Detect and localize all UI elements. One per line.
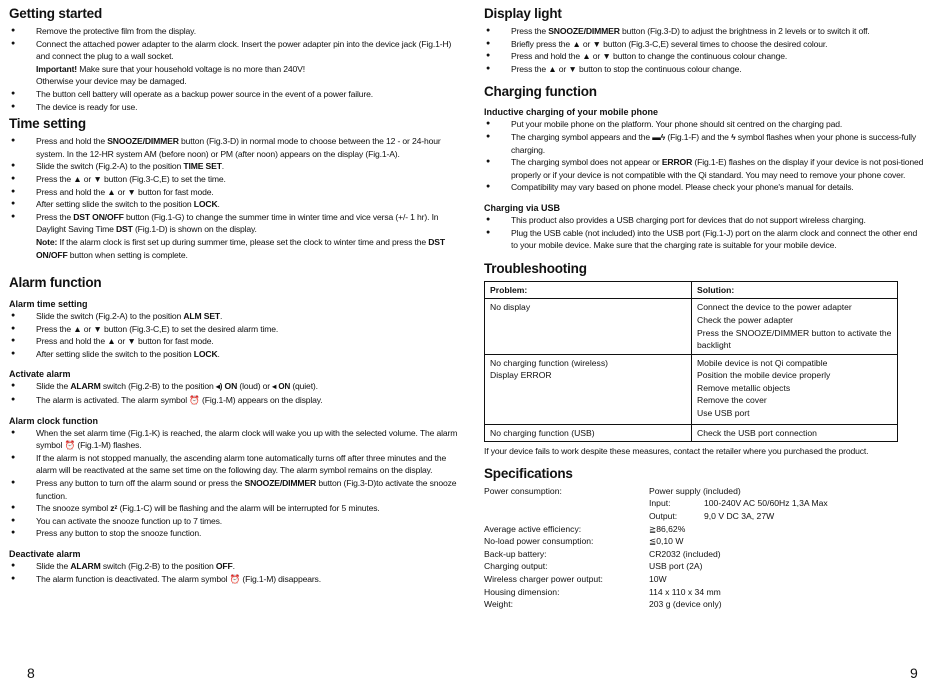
down-arrow-icon: ▼ — [602, 51, 611, 62]
spec-label: No-load power consumption: — [484, 536, 594, 547]
alarm-clock-icon: ⏰ — [189, 395, 200, 406]
section-title-display-light: Display light — [484, 6, 562, 21]
section-title-getting-started: Getting started — [9, 6, 103, 21]
list-item: ● This product also provides a USB charging port for devices that do not support wireless charging. — [484, 214, 924, 227]
spec-value: 100-240V AC 50/60Hz 1,3A Max — [704, 498, 828, 509]
note-label: Note: — [36, 236, 58, 247]
table-cell: No charging function (wireless) Display ERROR — [485, 354, 692, 424]
spec-label: Power consumption: — [484, 485, 562, 496]
spec-label: Housing dimension: — [484, 586, 560, 597]
spec-label: Wireless charger power output: — [484, 574, 603, 585]
quiet-icon: ◂ — [272, 382, 277, 392]
list-item: ● When the set alarm time (Fig.1-K) is reached, the alarm clock will wake you up with the selected volume. The alarm symbol ⏰ (Fig.1-M) flashes. — [9, 427, 467, 452]
up-arrow-icon: ▲ — [107, 336, 116, 347]
up-arrow-icon: ▲ — [107, 186, 116, 197]
list-item: ● The alarm is activated. The alarm symbol ⏰ (Fig.1-M) appears on the display. — [9, 394, 467, 407]
troubleshooting-table — [484, 281, 898, 443]
left-page — [9, 6, 467, 585]
list-item: ● Slide the ALARM switch (Fig.2-B) to the position ◂) ON (loud) or ◂ ON (quiet). — [9, 380, 467, 394]
down-arrow-icon: ▼ — [127, 336, 136, 347]
alarm-clock-icon: ⏰ — [229, 573, 241, 584]
spec-label: Average active efficiency: — [484, 523, 582, 534]
time-setting-list — [9, 135, 467, 261]
bolt-icon: ϟ — [660, 131, 666, 142]
list-item: ● The button cell battery will operate as a backup power source in the event of a power failure. — [9, 88, 467, 101]
section-title-specifications: Specifications — [484, 465, 573, 481]
subsection-title-deactivate-alarm: Deactivate alarm — [9, 549, 81, 559]
table-cell: Check the USB port connection — [692, 424, 898, 442]
list-item: ● Slide the switch (Fig.2-A) to the position ALM SET. — [9, 310, 467, 323]
spec-value: ≧86,62% — [649, 523, 686, 534]
list-item: ● Press and hold the ▲ or ▼ button for fast mode. — [9, 335, 467, 348]
loud-icon: ◂) — [215, 382, 223, 392]
list-item: ● Press any button to turn off the alarm sound or press the SNOOZE/DIMMER button (Fig.3-D)to activate the snooze function. — [9, 477, 467, 502]
list-item: ● Press the ▲ or ▼ button to stop the continuous colour change. — [484, 63, 924, 76]
spec-value: CR2032 (included) — [649, 548, 721, 559]
section-title-troubleshooting: Troubleshooting — [484, 260, 587, 276]
list-item: ● After setting slide the switch to the position LOCK. — [9, 348, 467, 361]
spec-sublabel: Output: — [649, 511, 678, 522]
spec-label: Charging output: — [484, 561, 548, 572]
usb-list — [484, 214, 924, 252]
spec-value: USB port (2A) — [649, 561, 703, 572]
list-item: ● Press the DST ON/OFF button (Fig.1-G) to change the summer time in winter time and vice versa (+/- 1 hr). In Daylight Saving Time DST (Fig.1-D) is shown on the display. Note: If the alarm clock is first set up during summer time, please set the clock to winter time and press the DST ON/OFF button when setting is complete. — [9, 211, 467, 261]
down-arrow-icon: ▼ — [93, 173, 102, 184]
table-row — [485, 354, 898, 424]
list-item: ● If the alarm is not stopped manually, the ascending alarm tone automatically turns off after three minutes and the alarm will be reactivated at the same set time on the following day. The alarm symbol remains on the display. — [9, 452, 467, 477]
alarm-clock-function-list — [9, 427, 467, 540]
spec-label: Weight: — [484, 599, 513, 610]
table-cell: Mobile device is not Qi compatible Position the mobile device properly Remove metallic objects Remove the cover Use USB port — [692, 354, 898, 424]
list-item: ● Slide the ALARM switch (Fig.2-B) to the position OFF. — [9, 560, 467, 573]
troubleshooting-footer: If your device fails to work despite these measures, contact the retailer where you purchased the product. — [484, 446, 869, 457]
list-item: ● Compatibility may vary based on phone model. Please check your phone's manual for details. — [484, 181, 924, 194]
spec-value: 114 x 110 x 34 mm — [649, 586, 721, 597]
spec-label: Back-up battery: — [484, 548, 547, 559]
down-arrow-icon: ▼ — [592, 38, 601, 49]
list-item: ● You can activate the snooze function up to 7 times. — [9, 515, 467, 528]
table-row — [485, 299, 898, 354]
up-arrow-icon: ▲ — [582, 51, 591, 62]
down-arrow-icon: ▼ — [127, 186, 136, 197]
spec-value: ≦0,10 W — [649, 536, 684, 547]
page-number-left: 8 — [27, 665, 35, 681]
table-cell: No display — [485, 299, 692, 354]
right-page — [484, 6, 924, 611]
bolt-icon: ϟ — [731, 131, 736, 142]
inductive-list — [484, 118, 924, 194]
section-title-time-setting: Time setting — [9, 116, 86, 132]
list-item: ● The charging symbol appears and the ▬ϟ (Fig.1-F) and the ϟ symbol flashes when your phone is success-fully charging. — [484, 131, 924, 156]
spec-value: 10W — [649, 574, 667, 585]
battery-icon: ▬ — [652, 131, 661, 142]
display-light-list — [484, 25, 924, 75]
subsection-title-inductive: Inductive charging of your mobile phone — [484, 107, 659, 118]
list-item: ● Connect the attached power adapter to the alarm clock. Insert the power adapter pin into the device jack (Fig.1-H) and connect the plug to a wall socket. Important! Make sure that your household voltage is no more than 240V! Otherwise your device may be damaged. — [9, 38, 467, 88]
table-cell: Connect the device to the power adapter Check the power adapter Press the SNOOZE/DIMMER button to activate the backlight — [692, 299, 898, 354]
list-item: ● Briefly press the ▲ or ▼ button (Fig.3-C,E) several times to choose the desired colour. — [484, 38, 924, 51]
list-item: ● Press and hold the ▲ or ▼ button for fast mode. — [9, 186, 467, 199]
section-title-charging-function: Charging function — [484, 84, 597, 100]
alarm-clock-icon: ⏰ — [64, 440, 76, 451]
down-arrow-icon: ▼ — [568, 63, 577, 74]
list-item: ● Slide the switch (Fig.2-A) to the position TIME SET. — [9, 160, 467, 173]
getting-started-list — [9, 25, 467, 113]
snooze-icon: zᶻ — [110, 503, 118, 514]
list-item: ● The charging symbol does not appear or ERROR (Fig.1-E) flashes on the display if your device is not posi-tioned properly or if your device is not compatible with the Qi standard. You may need to remove your phone cover. — [484, 156, 924, 181]
table-header: Solution: — [692, 281, 898, 299]
alarm-time-setting-list — [9, 310, 467, 360]
spec-sublabel: Input: — [649, 498, 671, 509]
page-number-right: 9 — [910, 665, 918, 681]
list-item: ● Plug the USB cable (not included) into the USB port (Fig.1-J) port on the alarm clock and connect the other end to your mobile device. Make sure that the charging rate is suitable for your mobile device. — [484, 227, 924, 252]
table-header-row — [485, 281, 898, 299]
activate-alarm-list — [9, 380, 467, 406]
section-title-alarm-function: Alarm function — [9, 275, 102, 291]
subsection-title-usb: Charging via USB — [484, 202, 561, 213]
list-item: ● After setting slide the switch to the position LOCK. — [9, 198, 467, 211]
list-item: ● Put your mobile phone on the platform. Your phone should sit centred on the charging pad. — [484, 118, 924, 131]
up-arrow-icon: ▲ — [548, 63, 557, 74]
subsection-title-alarm-clock-function: Alarm clock function — [9, 415, 99, 426]
up-arrow-icon: ▲ — [73, 323, 82, 334]
list-item: ● Press and hold the ▲ or ▼ button to change the continuous colour change. — [484, 50, 924, 63]
table-row — [485, 424, 898, 442]
spec-value: 9,0 V DC 3A, 27W — [704, 511, 775, 522]
list-item: ● The device is ready for use. — [9, 101, 467, 114]
list-item: ● Remove the protective film from the display. — [9, 25, 467, 38]
deactivate-alarm-list — [9, 560, 467, 585]
subsection-title-activate-alarm: Activate alarm — [9, 369, 71, 380]
up-arrow-icon: ▲ — [73, 173, 82, 184]
table-header: Problem: — [485, 281, 692, 299]
down-arrow-icon: ▼ — [93, 323, 102, 334]
list-item: ● The alarm function is deactivated. The alarm symbol ⏰ (Fig.1-M) disappears. — [9, 573, 467, 586]
list-item: ● The snooze symbol zᶻ (Fig.1-C) will be flashing and the alarm will be interrupted for 5 minutes. — [9, 502, 467, 515]
spec-value: Power supply (included) — [649, 485, 741, 496]
up-arrow-icon: ▲ — [572, 38, 581, 49]
list-item: ● Press the ▲ or ▼ button (Fig.3-C,E) to set the time. — [9, 173, 467, 186]
table-cell: No charging function (USB) — [485, 424, 692, 442]
spec-value: 203 g (device only) — [649, 599, 722, 610]
important-label: Important! — [36, 63, 77, 74]
list-item: ● Press and hold the SNOOZE/DIMMER button (Fig.3-D) in normal mode to choose between the 12 - or 24-hour system. In the 12-HR system AM (before noon) or PM (after noon) appears on the display (Fig.1-A). — [9, 135, 467, 160]
list-item: ● Press the ▲ or ▼ button (Fig.3-C,E) to set the desired alarm time. — [9, 323, 467, 336]
specifications-list — [484, 485, 924, 611]
list-item: ● Press any button to stop the snooze function. — [9, 527, 467, 540]
subsection-title-alarm-time-setting: Alarm time setting — [9, 299, 88, 310]
list-item: ● Press the SNOOZE/DIMMER button (Fig.3-D) to adjust the brightness in 2 levels or to switch it off. — [484, 25, 924, 38]
